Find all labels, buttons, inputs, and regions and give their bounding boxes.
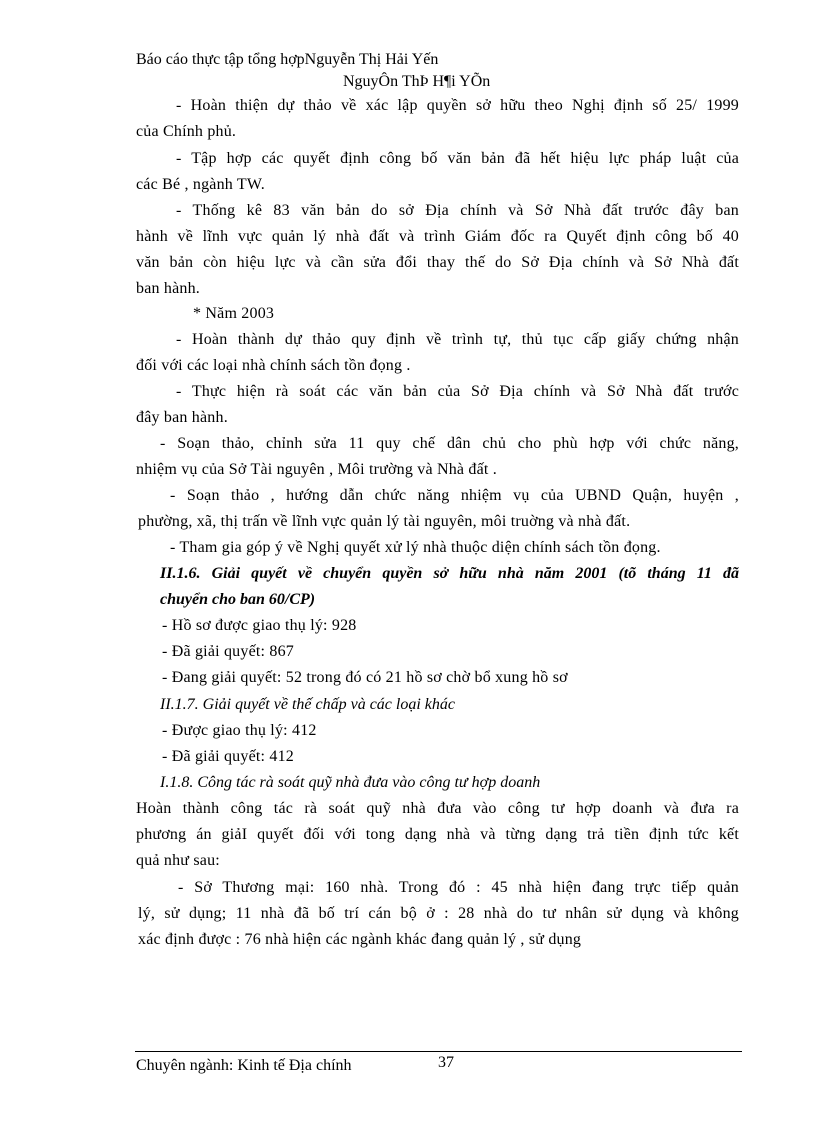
paragraph-line: Hoàn thành công tác rà soát quỹ nhà đưa vào công tư hợp doanh và đưa ra (136, 800, 739, 817)
paragraph-line: phương án giảI quyết đối với tong dạng nhà và từng dạng trả tiền định tức kết (136, 826, 739, 843)
paragraph-line: - Sở Thương mại: 160 nhà. Trong đó : 45 nhà hiện đang trực tiếp quản (178, 879, 739, 896)
section-heading: II.1.6. Giải quyết về chuyển quyền sở hữu nhà năm 2001 (tõ tháng 11 đã (160, 565, 739, 582)
list-item: - Đã giải quyết: 412 (162, 748, 294, 765)
year-heading: * Năm 2003 (193, 305, 275, 322)
paragraph-line: - Tập hợp các quyết định công bố văn bản đã hết hiệu lực pháp luật của (176, 150, 739, 167)
paragraph-line: hành về lĩnh vực quản lý nhà đất và trình Giám đốc ra Quyết định công bố 40 (136, 228, 739, 245)
list-item: - Hồ sơ được giao thụ lý: 928 (162, 617, 357, 634)
paragraph-line: - Soạn thảo, chỉnh sửa 11 quy chế dân chủ cho phù hợp với chức năng, (160, 435, 739, 452)
paragraph-line: ban hành. (136, 280, 201, 297)
paragraph-line: - Hoàn thiện dự thảo về xác lập quyền sở hữu theo Nghị định số 25/ 1999 (176, 97, 739, 114)
paragraph-line: - Thực hiện rà soát các văn bản của Sở Địa chính và Sở Nhà đất trước (176, 383, 739, 400)
paragraph-line: - Tham gia góp ý về Nghị quyết xử lý nhà thuộc diện chính sách tồn đọng. (170, 539, 661, 556)
page-number: 37 (438, 1054, 454, 1071)
header-author-garbled: NguyÔn ThÞ H¶i YÕn (343, 73, 491, 90)
list-item: - Đang giải quyết: 52 trong đó có 21 hồ sơ chờ bổ xung hồ sơ (162, 669, 568, 686)
section-heading: I.1.8. Công tác rà soát quỹ nhà đưa vào công tư hợp doanh (160, 774, 541, 791)
paragraph-line: nhiệm vụ của Sở Tài nguyên , Môi trường và Nhà đất . (136, 461, 497, 478)
footer-rule (135, 1051, 742, 1052)
paragraph-line: - Soạn thảo , hướng dẫn chức năng nhiệm vụ của UBND Quận, huyện , (170, 487, 739, 504)
footer-specialty: Chuyên ngành: Kinh tế Địa chính (136, 1057, 352, 1074)
section-heading: II.1.7. Giải quyết về thế chấp và các loại khác (160, 696, 455, 713)
paragraph-line: - Thống kê 83 văn bản do sở Địa chính và Sở Nhà đất trước đây ban (176, 202, 739, 219)
paragraph-line: các Bé , ngành TW. (136, 176, 265, 193)
section-heading: chuyển cho ban 60/CP) (160, 591, 316, 608)
paragraph-line: đây ban hành. (136, 409, 228, 426)
paragraph-line: xác định được : 76 nhà hiện các ngành khác đang quản lý , sử dụng (138, 931, 582, 948)
list-item: - Được giao thụ lý: 412 (162, 722, 317, 739)
paragraph-line: phường, xã, thị trấn về lĩnh vực quản lý tài nguyên, môi truờng và nhà đất. (138, 513, 631, 530)
paragraph-line: quả như sau: (136, 852, 220, 869)
paragraph-line: của Chính phủ. (136, 123, 237, 140)
paragraph-line: lý, sử dụng; 11 nhà đã bố trí cán bộ ở : 28 nhà do tư nhân sử dụng và không (138, 905, 739, 922)
paragraph-line: văn bản còn hiệu lực và cần sửa đổi thay thế do Sở Địa chính và Sở Nhà đất (136, 254, 739, 271)
paragraph-line: - Hoàn thành dự thảo quy định về trình tự, thủ tục cấp giấy chứng nhận (176, 331, 739, 348)
header-title: Báo cáo thực tập tổng hợpNguyễn Thị Hải Yến (136, 51, 439, 68)
paragraph-line: đối với các loại nhà chính sách tồn đọng . (136, 357, 411, 374)
list-item: - Đã giải quyết: 867 (162, 643, 294, 660)
